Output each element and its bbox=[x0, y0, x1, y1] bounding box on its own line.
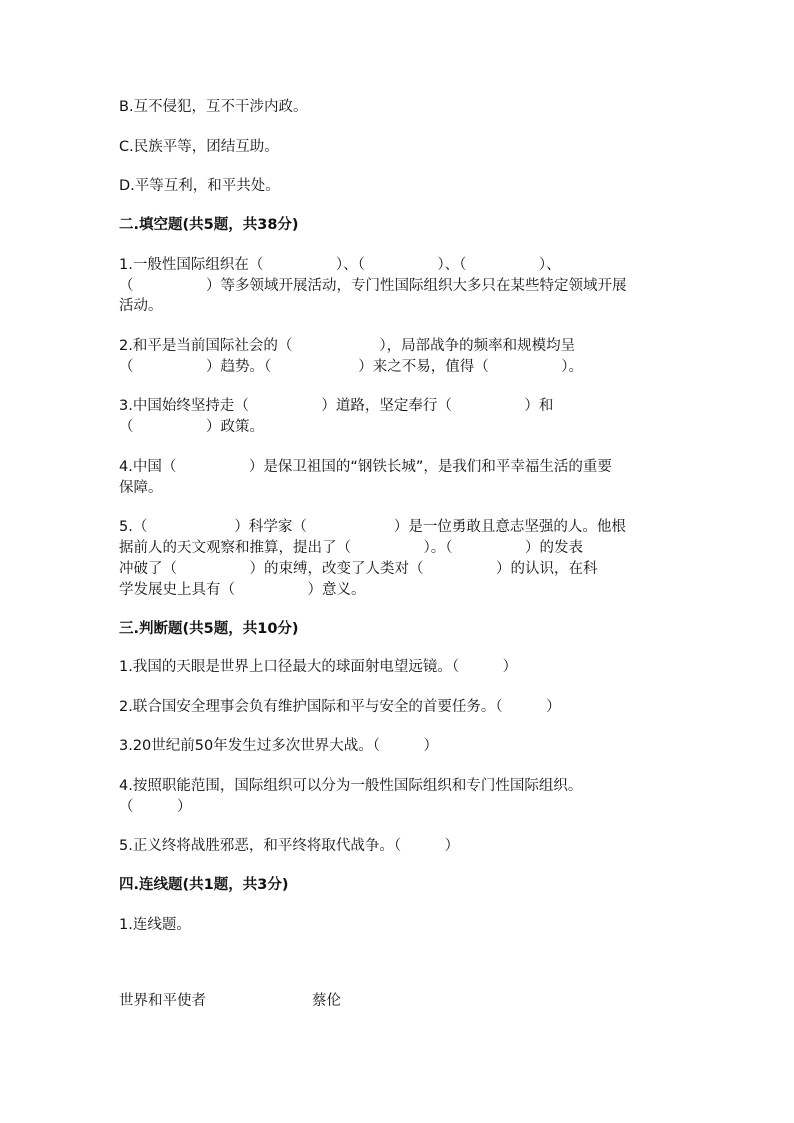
matching-right-item: 蔡伦 bbox=[312, 993, 341, 1009]
fill-blank-line: （ ）趋势。（ ）来之不易，值得（ ）。 bbox=[119, 359, 583, 375]
true-false-line: 2.联合国安全理事会负有维护国际和平与安全的首要任务。（ ） bbox=[119, 699, 561, 715]
true-false-line: （ ） bbox=[119, 799, 192, 815]
fill-blank-line: （ ）政策。 bbox=[119, 419, 264, 435]
section-heading-matching: 四.连线题(共1题，共3分) bbox=[119, 877, 289, 893]
fill-blank-line: 据前人的天文观察和推算，提出了（ ）。（ ）的发表 bbox=[119, 540, 583, 556]
fill-blank-line: 冲破了（ ）的束缚，改变了人类对（ ）的认识，在科 bbox=[119, 561, 598, 577]
fill-blank-line: 保障。 bbox=[119, 480, 163, 496]
fill-blank-line: （ ）等多领域开展活动，专门性国际组织大多只在某些特定领域开展 bbox=[119, 278, 627, 294]
fill-blank-line: 5.（ ）科学家（ ）是一位勇敢且意志坚强的人。他根 bbox=[119, 519, 626, 535]
matching-left-item: 世界和平使者 bbox=[119, 993, 206, 1009]
fill-blank-line: 2.和平是当前国际社会的（ ），局部战争的频率和规模均呈 bbox=[119, 338, 576, 354]
choice-option-b: B.互不侵犯，互不干涉内政。 bbox=[119, 99, 308, 115]
section-heading-true-false: 三.判断题(共5题，共10分) bbox=[119, 621, 299, 637]
fill-blank-line: 3.中国始终坚持走（ ）道路，坚定奉行（ ）和 bbox=[119, 398, 554, 414]
choice-option-d: D.平等互利，和平共处。 bbox=[119, 178, 280, 194]
true-false-line: 4.按照职能范围，国际组织可以分为一般性国际组织和专门性国际组织。 bbox=[119, 778, 583, 794]
true-false-line: 1.我国的天眼是世界上口径最大的球面射电望远镜。（ ） bbox=[119, 659, 518, 675]
fill-blank-line: 活动。 bbox=[119, 298, 163, 314]
fill-blank-line: 4.中国（ ）是保卫祖国的“钢铁长城”，是我们和平幸福生活的重要 bbox=[119, 459, 612, 475]
matching-question: 1.连线题。 bbox=[119, 917, 191, 933]
choice-option-c: C.民族平等，团结互助。 bbox=[119, 139, 279, 155]
section-heading-fill-blank: 二.填空题(共5题，共38分) bbox=[119, 217, 299, 233]
fill-blank-line: 1.一般性国际组织在（ ）、（ ）、（ ）、 bbox=[119, 257, 561, 273]
fill-blank-line: 学发展史上具有（ ）意义。 bbox=[119, 582, 366, 598]
true-false-line: 5.正义终将战胜邪恶，和平终将取代战争。（ ） bbox=[119, 838, 460, 854]
true-false-line: 3.20世纪前50年发生过多次世界大战。（ ） bbox=[119, 738, 438, 754]
